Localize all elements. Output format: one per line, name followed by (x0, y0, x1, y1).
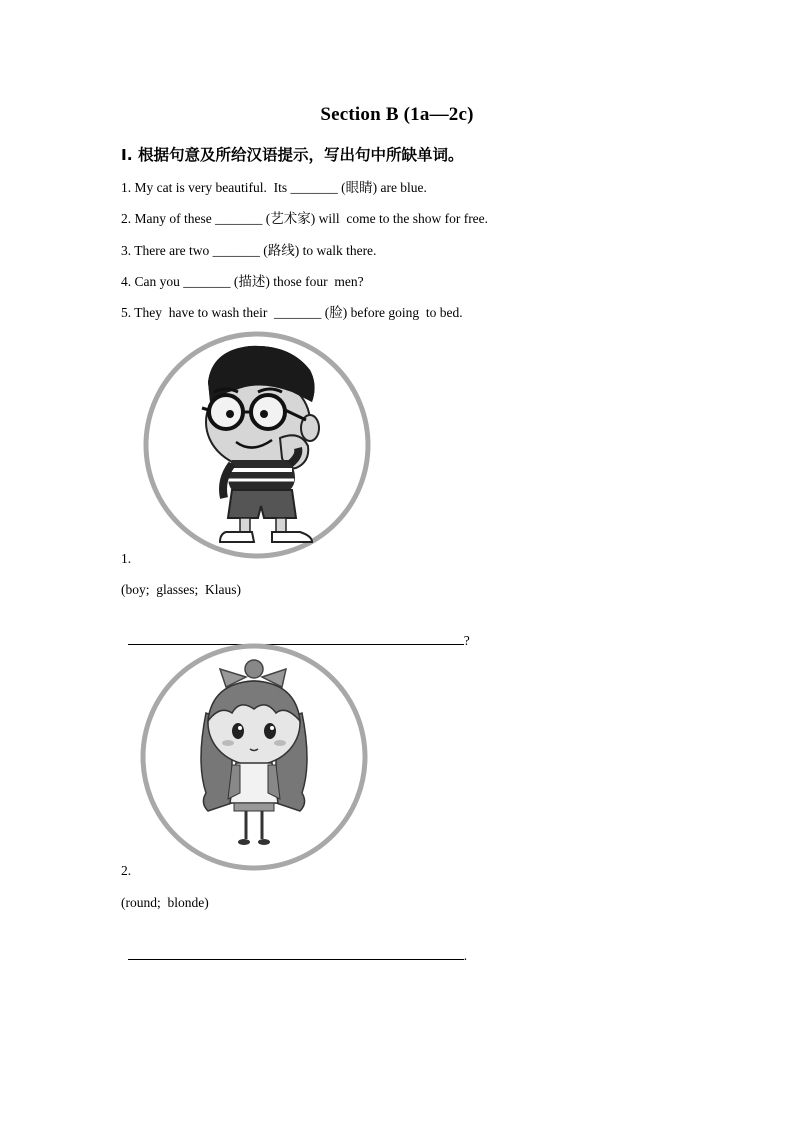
sentence-4: 4. Can you _______ (描述) those four men? (121, 274, 364, 289)
answer-end-mark-1: ? (463, 633, 470, 648)
answer-blank-2[interactable] (128, 945, 464, 960)
picture-item-1-number: 1. (121, 551, 132, 566)
section-instruction: Ⅰ. 根据句意及所给汉语提示，写出句中所缺单词。 (121, 146, 464, 164)
boy-with-glasses-illustration (140, 330, 376, 562)
picture-item-2-hint: (round; blonde) (121, 895, 209, 910)
sentence-1: 1. My cat is very beautiful. Its _______ (眼睛) are blue. (121, 180, 427, 195)
sentence-3: 3. There are two _______ (路线) to walk there. (121, 243, 377, 258)
picture-item-1-hint: (boy; glasses; Klaus) (121, 582, 241, 597)
sentence-5: 5. They have to wash their _______ (脸) before going to bed. (121, 305, 463, 320)
picture-item-2-number: 2. (121, 863, 132, 878)
sentence-2: 2. Many of these _______ (艺术家) will come to the show for free. (121, 211, 489, 226)
girl-with-long-hair-illustration (136, 643, 372, 875)
picture-item-2-answer-line[interactable] (121, 929, 467, 964)
answer-end-mark-2: . (463, 948, 468, 963)
page-title: Section B (1a—2c) (320, 104, 474, 125)
